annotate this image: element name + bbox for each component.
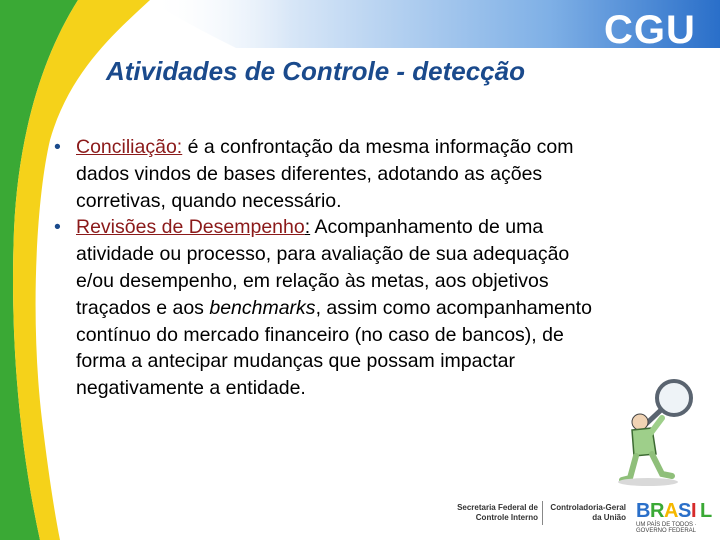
item-line: e/ou desempenho, em relação às metas, aos objetivos: [76, 269, 549, 292]
footer-sfci-line1: Secretaria Federal de: [457, 503, 538, 512]
footer-sfci: [448, 503, 538, 523]
page-title: Atividades de Controle - detecção: [106, 56, 525, 86]
term-revisoes: Revisões de Desempenho: [76, 216, 305, 239]
item-line: [76, 214, 715, 241]
brasil-letter: A: [664, 500, 678, 522]
item-line: atividade ou processo, para avaliação de sua adequação: [76, 243, 570, 266]
bullet-icon: •: [54, 136, 61, 158]
item-line: corretivas, quando necessário.: [76, 189, 342, 212]
item-line: contínuo do mercado financeiro (no caso de bancos), de: [76, 323, 564, 346]
item-line: [76, 295, 715, 322]
cgu-logo: CGU: [604, 8, 696, 52]
brasil-letter: R: [650, 500, 664, 522]
brasil-letter: I: [691, 500, 696, 522]
brasil-letter: L: [700, 500, 712, 522]
item-line: forma a antecipar mudanças que possam impactar: [76, 350, 515, 373]
term-conciliacao: Conciliação:: [76, 136, 183, 158]
footer-cgu-line1: Controladoria-Geral: [550, 503, 626, 512]
bullet-icon: •: [54, 216, 61, 239]
item-line: [76, 134, 715, 161]
item-line: dados vindos de bases diferentes, adotando as ações: [76, 162, 543, 185]
item-line: negativamente a entidade.: [76, 377, 306, 400]
list-item-conciliacao: [50, 134, 715, 214]
magnifying-glass-man-icon: [612, 378, 716, 488]
item-text: Acompanhamento de uma: [310, 216, 544, 239]
brasil-letter: B: [636, 500, 650, 522]
content-list: [50, 134, 715, 402]
term-colon: :: [304, 216, 311, 239]
item-text: é a confrontação da mesma informação com: [182, 136, 574, 158]
footer-cgu-line2: da União: [592, 513, 626, 522]
brasil-letter: S: [678, 500, 691, 522]
item-text: traçados e aos: [76, 296, 210, 319]
item-text-italic: benchmarks: [209, 296, 316, 319]
brasil-logo: [634, 500, 720, 538]
brasil-subtitle: UM PAÍS DE TODOS · GOVERNO FEDERAL: [636, 522, 697, 534]
item-text: , assim como acompanhamento: [315, 296, 592, 319]
footer-divider: [542, 501, 543, 525]
list-item-revisoes: [50, 214, 715, 402]
footer-cgu: [544, 503, 626, 523]
footer-sfci-line2: Controle Interno: [475, 513, 538, 522]
